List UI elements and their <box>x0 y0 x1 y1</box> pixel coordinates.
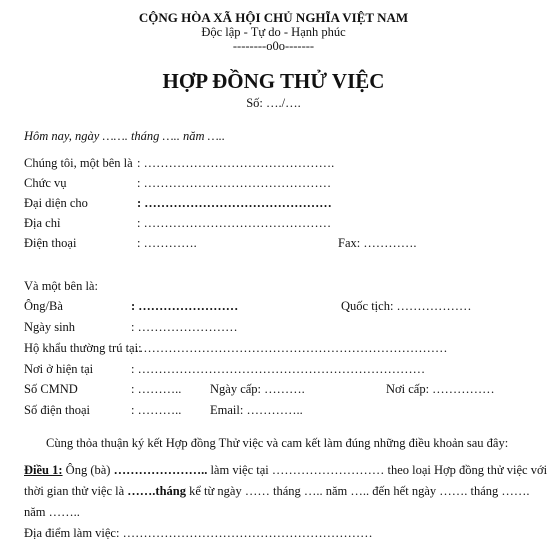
party-b-value-dob: : …………………… <box>131 320 238 334</box>
article-1-name-blank: ………………….. <box>113 463 208 477</box>
party-b-intro: Và một bên là: <box>24 279 98 293</box>
party-a-value-name: : ………………………………………. <box>137 156 335 170</box>
motto: Độc lập - Tự do - Hạnh phúc <box>201 25 346 39</box>
party-a-label-address: Địa chỉ <box>24 216 61 230</box>
article-1-line-3: năm …….. <box>24 505 80 519</box>
party-b-label-residence: Nơi ở hiện tại <box>24 362 94 376</box>
party-b-label-household: Hộ khẩu thường trú tại: <box>24 341 142 355</box>
party-b-email: Email: ………….. <box>210 403 303 417</box>
contract-title: HỢP ĐỒNG THỬ VIỆC <box>162 69 385 93</box>
party-a-label-position: Chức vụ <box>24 176 67 190</box>
article-1-workplace: Địa điểm làm việc: …………………………………………………… <box>24 526 373 540</box>
party-b-nationality: Quốc tịch: ……………… <box>341 299 472 313</box>
date-line: Hôm nay, ngày ……. tháng ….. năm ….. <box>24 129 226 143</box>
article-1-duration-blank: …….tháng <box>127 484 186 498</box>
article-1-text: kể từ ngày …… tháng ….. năm ….. đến hết ngày ……. tháng ……. <box>186 484 530 498</box>
party-b-label-id: Số CMND <box>24 382 78 396</box>
party-a-value-address: : ……………………………………… <box>137 216 332 230</box>
party-a-value-phone: : …………. <box>137 236 197 250</box>
party-b-label-name: Ông/Bà <box>24 299 63 313</box>
article-1-heading: Điều 1: <box>24 463 63 477</box>
contract-number: Số: …./…. <box>246 96 301 110</box>
article-1-text: làm việc tại ……………………… theo loại Hợp đồng thử việc với <box>207 463 547 477</box>
article-1-line-2 <box>24 484 530 499</box>
header-divider: --------o0o------- <box>232 39 315 53</box>
party-a-value-position: : ……………………………………… <box>137 176 332 190</box>
party-b-value-household: ………………………………………………………………… <box>135 341 448 355</box>
party-a-label-represent: Đại diện cho <box>24 196 88 210</box>
agreement-text: Cùng thỏa thuận ký kết Hợp đồng Thử việc và cam kết làm đúng những điều khoản sau đây: <box>46 436 509 450</box>
party-a-label-phone: Điện thoại <box>24 236 77 250</box>
nation-heading: CỘNG HÒA XÃ HỘI CHỦ NGHĨA VIỆT NAM <box>138 10 409 25</box>
party-b-label-phone: Số điện thoại <box>24 403 90 417</box>
party-b-id-date: Ngày cấp: ………. <box>210 382 305 396</box>
party-a-value-represent: : ……………………………………… <box>137 196 332 210</box>
article-1-text: thời gian thử việc là <box>24 484 128 498</box>
party-b-label-dob: Ngày sinh <box>24 320 76 334</box>
party-b-value-id: : ……….. <box>131 382 182 396</box>
party-a-label-name: Chúng tôi, một bên là <box>24 156 133 170</box>
party-b-value-name: : …………………… <box>131 299 239 313</box>
party-b-value-phone: : ……….. <box>131 403 182 417</box>
party-b-id-place: Nơi cấp: …………… <box>386 382 495 396</box>
party-a-fax: Fax: …………. <box>338 236 417 250</box>
party-b-value-residence: : …………………………………………………………… <box>131 362 426 376</box>
article-1-text: Ông (bà) <box>62 463 114 477</box>
article-1-line-1 <box>24 463 547 478</box>
